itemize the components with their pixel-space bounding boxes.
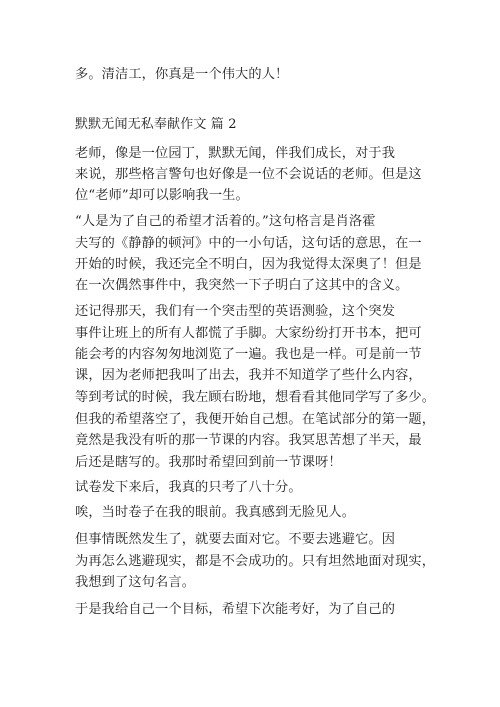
text-line: 位“老师”却可以影响我一生。 (75, 188, 249, 203)
text-line: 开始的时候，我还完全不明白，因为我觉得太深奥了！但是 (75, 257, 422, 272)
text-line: 来说，那些格言警句也好像是一位不会说话的老师。但是这 (75, 167, 422, 182)
text-line: 能会考的内容匆匆地浏览了一遍。我也是一样。可是前一节 (75, 347, 422, 362)
text-line: 为再怎么逃避现实，都是不会成功的。只有坦然地面对现实， (75, 554, 436, 569)
text-line: 我想到了这句名言。 (75, 575, 196, 590)
text-line: 试卷发下来后，我真的只考了八十分。 (75, 480, 302, 495)
text-line-continuation: 多。清洁工，你真是一个伟大的人！ (75, 67, 289, 82)
text-line: 等到考试的时候，我左顾右盼地，想看看其他同学写了多少。 (75, 390, 436, 405)
text-line: 竟然是我没有听的那一节课的内容。我冥思苦想了半天，最 (75, 433, 422, 448)
text-line: “人是为了自己的希望才活着的。”这句格言是肖洛霍 (75, 214, 376, 229)
text-line: 还记得那天，我们有一个突击型的英语测验，这个突发 (75, 304, 396, 319)
text-line: 老师，像是一位园丁，默默无闻，伴我们成长，对于我 (75, 146, 396, 161)
section-heading: 默默无闻无私奉献作文 篇 2 (75, 117, 237, 132)
text-line: 课，因为老师把我叫了出去，我并不知道学了些什么内容， (75, 368, 422, 383)
text-line: 但事情既然发生了，就要去面对它。不要去逃避它。因 (75, 532, 396, 547)
text-line: 事件让班上的所有人都慌了手脚。大家纷纷打开书本，把可 (75, 326, 422, 341)
text-line: 于是我给自己一个目标，希望下次能考好，为了自己的 (75, 602, 396, 617)
text-line: 在一次偶然事件中，我突然一下子明白了这其中的含义。 (75, 278, 409, 293)
text-line: 但我的希望落空了，我便开始自己想。在笔试部分的第一题， (75, 412, 436, 427)
text-line: 夫写的《静静的顿河》中的一小句话，这句话的意思，在一 (75, 236, 422, 251)
text-line: 后还是瞎写的。我那时希望回到前一节课呀！ (75, 455, 342, 470)
text-line: 唉，当时卷子在我的眼前。我真感到无脸见人。 (75, 505, 356, 520)
